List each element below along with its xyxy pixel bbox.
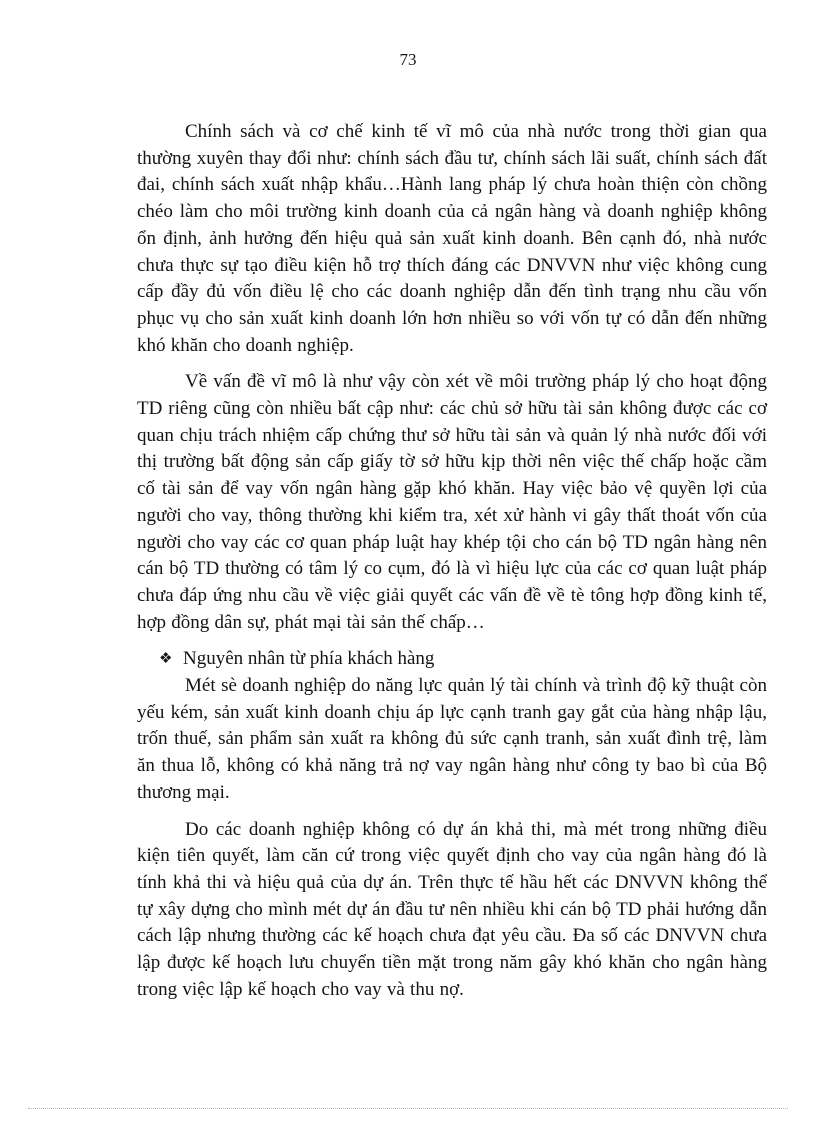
section-heading	[137, 646, 767, 673]
section-heading-text: Nguyên nhân từ phía khách hàng	[183, 648, 435, 670]
paragraph-feasible-projects: Do các doanh nghiệp không có dự án khả thi, mà mét trong những điều kiện tiên quyết, làm căn cứ trong việc quyết định cho vay của ngân hàng đó là tính khả thi và hiệu quả của dự án. Trên thực tế hầu hết các DNVVN không thể tự xây dựng cho mình mét dự án đầu tư nên nhiều khi cán bộ TD phải hướng dẫn cách lập nhưng thường các kế hoạch chưa đạt yêu cầu. Đa số các DNVVN chưa lập được kế hoạch lưu chuyển tiền mặt trong năm gây khó khăn cho ngân hàng trong việc lập kế hoạch cho vay và thu nợ.	[137, 818, 767, 1000]
page-number: 73	[399, 50, 417, 69]
page-bottom-border	[28, 1108, 788, 1109]
paragraph-macro-policy: Chính sách và cơ chế kinh tế vĩ mô của nhà nước trong thời gian qua thường xuyên thay đổi như: chính sách đầu tư, chính sách lãi suất, chính sách đất đai, chính sách xuất nhập khẩu…Hành lang pháp lý chưa hoàn thiện còn chồng chéo làm cho môi trường kinh doanh của cả ngân hàng và doanh nghiệp không ổn định, ảnh hưởng đến hiệu quả sản xuất kinh doanh. Bên cạnh đó, nhà nước chưa thực sự tạo điều kiện hỗ trợ thích đáng các DNVVN như việc không cung cấp đầy đủ vốn điều lệ cho các doanh nghiệp dẫn đến tình trạng nhu cầu vốn phục vụ cho sản xuất kinh doanh lớn hơn nhiều so với vốn tự có dẫn đến những khó khăn cho doanh nghiệp.	[137, 121, 767, 356]
document-body	[137, 119, 767, 1004]
paragraph-customer-weakness: Mét sè doanh nghiệp do năng lực quản lý tài chính và trình độ kỹ thuật còn yếu kém, sản xuất kinh doanh chịu áp lực cạnh tranh gay gắt của hàng nhập lậu, trốn thuế, sản phẩm sản xuất ra không đủ sức cạnh tranh, sản xuất đình trệ, làm ăn thua lỗ, không có khả năng trả nợ vay ngân hàng như công ty bao bì của Bộ thương mại.	[137, 675, 767, 803]
diamond-bullet-icon: ❖	[159, 651, 173, 668]
paragraph-legal-environment: Về vấn đề vĩ mô là như vậy còn xét về môi trường pháp lý cho hoạt động TD riêng cũng còn nhiều bất cập như: các chủ sở hữu tài sản không được các cơ quan chịu trách nhiệm cấp chứng thư sở hữu tài sản và quản lý nhà nước đối với thị trường bất động sản cấp giấy tờ sở hữu kịp thời nên việc thế chấp hoặc cầm cố tài sản để vay vốn ngân hàng gặp khó khăn. Hay việc bảo vệ quyền lợi của người cho vay, thông thường khi kiểm tra, xét xử hành vi gây thất thoát vốn của người cho vay các cơ quan pháp luật hay khép tội cho cán bộ TD ngân hàng nên cán bộ TD thường có tâm lý co cụm, đó là vì hiệu lực của các cơ quan luật pháp chưa đáp ứng nhu cầu về việc giải quyết các vấn đề về tè tông hợp đồng kinh tế, hợp đồng dân sự, phát mại tài sản thế chấp…	[137, 371, 767, 633]
